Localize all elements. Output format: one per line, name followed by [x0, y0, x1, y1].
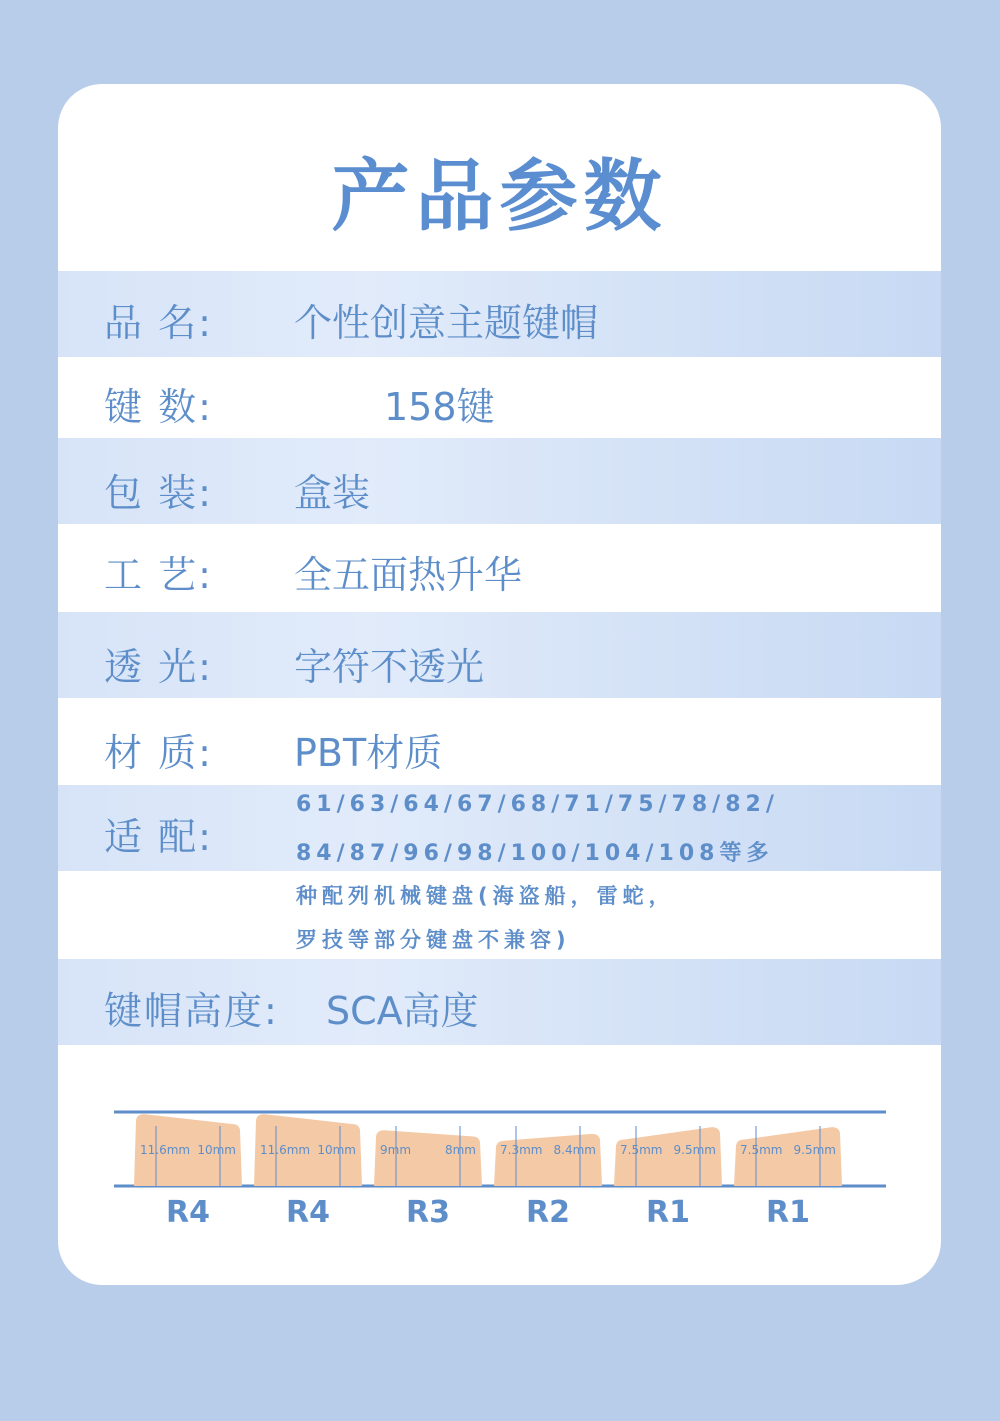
- left-height-label: 11.6mm: [260, 1143, 311, 1157]
- right-height-label: 10mm: [317, 1143, 356, 1157]
- left-height-label: 11.6mm: [140, 1143, 191, 1157]
- keycap-row-label: R3: [406, 1195, 450, 1230]
- packaging-label: 包 装:: [104, 471, 213, 515]
- backlight-value: 字符不透光: [294, 645, 485, 689]
- left-height-label: 7.3mm: [500, 1143, 543, 1157]
- key-count-label: 键 数:: [104, 385, 213, 429]
- packaging-value: 盒装: [294, 471, 371, 515]
- material-value: PBT材质: [294, 731, 443, 775]
- keycap-profile-diagram: [58, 1094, 941, 1254]
- keycap-row-label: R1: [766, 1195, 810, 1230]
- left-height-label: 7.5mm: [620, 1143, 663, 1157]
- left-height-label: 7.5mm: [740, 1143, 783, 1157]
- compatibility-line: 61/63/64/67/68/71/75/78/82/: [296, 792, 779, 817]
- keycap-height-label: 键帽高度:: [104, 989, 279, 1033]
- compatibility-line: 种配列机械键盘(海盗船，雷蛇，: [296, 884, 675, 908]
- product-name-value: 个性创意主题键帽: [294, 301, 599, 345]
- compatibility-line: 罗技等部分键盘不兼容): [296, 928, 571, 952]
- product-spec-card: [58, 84, 941, 1285]
- right-height-label: 10mm: [197, 1143, 236, 1157]
- page-title: 产品参数: [331, 152, 668, 242]
- process-label: 工 艺:: [104, 553, 213, 597]
- compatibility-line: 84/87/96/98/100/104/108等多: [296, 841, 774, 866]
- material-label: 材 质:: [104, 731, 213, 775]
- keycap-row-label: R2: [526, 1195, 570, 1230]
- key-count-value: 158键: [384, 385, 495, 429]
- keycap-shape: [374, 1130, 482, 1186]
- right-height-label: 8.4mm: [553, 1143, 596, 1157]
- backlight-label: 透 光:: [104, 645, 213, 689]
- right-height-label: 9.5mm: [673, 1143, 716, 1157]
- keycap-row-label: R1: [646, 1195, 690, 1230]
- right-height-label: 9.5mm: [793, 1143, 836, 1157]
- keycap-shape: [494, 1134, 602, 1186]
- compatibility-label: 适 配:: [104, 815, 213, 859]
- keycap-row-label: R4: [286, 1195, 330, 1230]
- keycap-row-label: R4: [166, 1195, 210, 1230]
- keycap-height-value: SCA高度: [326, 989, 479, 1033]
- product-name-label: 品 名:: [104, 301, 213, 345]
- right-height-label: 8mm: [444, 1143, 476, 1157]
- left-height-label: 9mm: [380, 1143, 412, 1157]
- process-value: 全五面热升华: [294, 553, 523, 597]
